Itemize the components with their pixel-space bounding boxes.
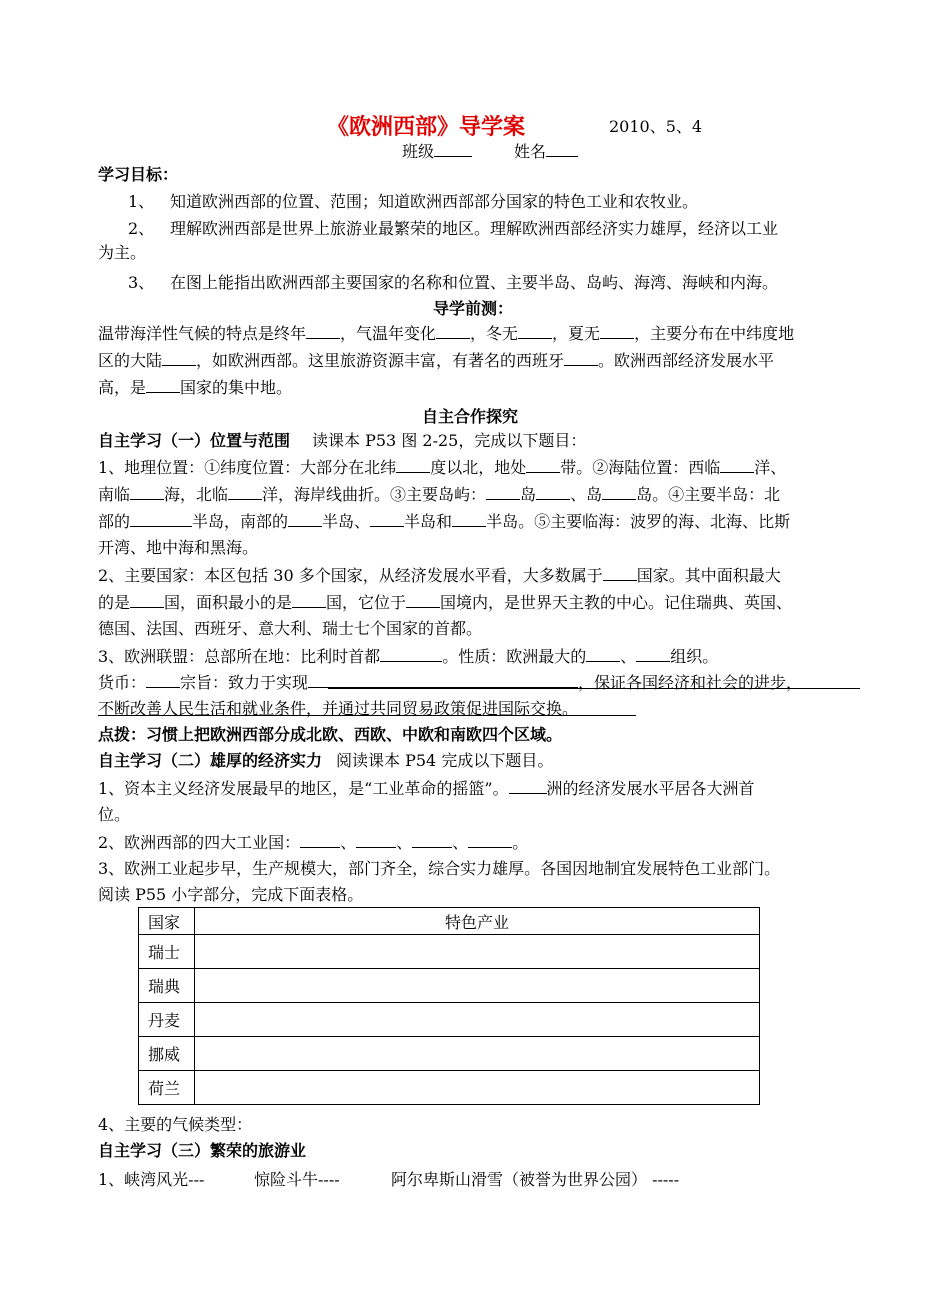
underline xyxy=(98,715,636,716)
tourism-item: 惊险斗牛---- xyxy=(254,1170,340,1189)
pretest-line: 高，是 国家的集中地。 xyxy=(98,378,293,397)
s1-line: 开湾、地中海和黑海。 xyxy=(98,538,259,557)
objective-text: 知道欧洲西部的位置、范围；知道欧洲西部部分国家的特色工业和农牧业。 xyxy=(170,192,699,211)
table-row-country: 挪威 xyxy=(139,1037,195,1071)
table-cell-answer[interactable] xyxy=(195,1003,760,1037)
tourism-item: 阿尔卑斯山滑雪（被誉为世界公园） ----- xyxy=(391,1170,680,1189)
s1-line: 的是 国，面积最小的是 国，它位于 国境内，是世界天主教的中心。记住瑞典、英国、 xyxy=(98,593,793,612)
s2-line: 1、资本主义经济发展最早的地区，是“工业革命的摇篮”。 洲的经济发展水平居各大洲首 xyxy=(98,779,755,798)
table-cell-answer[interactable] xyxy=(195,935,760,969)
objective-text: 理解欧洲西部是世界上旅游业最繁荣的地区。理解欧洲西部经济实力雄厚，经济以工业 xyxy=(170,219,779,238)
objectives-heading: 学习目标： xyxy=(98,165,179,184)
objective-text: 在图上能指出欧洲西部主要国家的名称和位置、主要半岛、岛屿、海湾、海峡和内海。 xyxy=(170,273,779,292)
s1-line: 1、地理位置：①纬度位置：大部分在北纬 度以北，地处 带。②海陆位置：西临 洋、 xyxy=(98,458,787,477)
pretest-line: 区的大陆 ，如欧洲西部。这里旅游资源丰富，有著名的西班牙 。欧洲西部经济发展水平 xyxy=(98,351,775,370)
pretest-heading: 导学前测： xyxy=(433,299,514,318)
table-header: 国家 xyxy=(139,908,195,935)
table-row-country: 荷兰 xyxy=(139,1071,195,1105)
pretest-line: 温带海洋性气候的特点是终年 ，气温年变化 ，冬无 ，夏无 ，主要分布在中纬度地 xyxy=(98,324,795,343)
tip: 点拨：习惯上把欧洲西部分成北欧、西欧、中欧和南欧四个区域。 xyxy=(98,725,563,744)
s1-line: 南临 海，北临 洋，海岸线曲折。③主要岛屿： 岛 、岛 岛。④主要半岛：北 xyxy=(98,485,781,504)
s1-line: 2、主要国家：本区包括 30 多个国家，从经济发展水平看，大多数属于 国家。其中面积最大 xyxy=(98,566,781,585)
objective-num: 3、 xyxy=(128,273,155,292)
s1-line: 部的 半岛，南部的 半岛、 半岛和 半岛。⑤主要临海：波罗的海、北海、比斯 xyxy=(98,512,791,531)
s2-line: 位。 xyxy=(98,805,131,824)
s2-line: 3、欧洲工业起步早，生产规模大，部门齐全，综合实力雄厚。各国因地制宜发展特色工业部门。 xyxy=(98,859,781,878)
table-row-country: 瑞典 xyxy=(139,969,195,1003)
section1-heading: 自主学习（一）位置与范围 读课本 P53 图 2-25，完成以下题目： xyxy=(98,431,587,450)
s1-line: 3、欧洲联盟：总部所在地：比利时首都 。性质：欧洲最大的 、 组织。 xyxy=(98,647,719,666)
objective-num: 1、 xyxy=(128,192,155,211)
table-row-country: 瑞士 xyxy=(139,935,195,969)
industry-table xyxy=(138,907,760,1105)
table-row-country: 丹麦 xyxy=(139,1003,195,1037)
climate-line: 4、主要的气候类型： xyxy=(98,1115,253,1134)
tourism-item: 1、峡湾风光--- xyxy=(98,1170,205,1189)
objective-num: 2、 xyxy=(128,219,155,238)
table-cell-answer[interactable] xyxy=(195,969,760,1003)
s2-line: 2、欧洲西部的四大工业国： 、 、 、 。 xyxy=(98,833,529,852)
s1-line: 不断改善人民生活和就业条件，并通过共同贸易政策促进国际交换。 xyxy=(98,699,579,718)
s2-line: 阅读 P55 小字部分，完成下面表格。 xyxy=(98,885,364,904)
underline xyxy=(328,688,860,689)
explore-heading: 自主合作探究 xyxy=(422,407,519,426)
table-cell-answer[interactable] xyxy=(195,1037,760,1071)
table-cell-answer[interactable] xyxy=(195,1071,760,1105)
s1-line: 德国、法国、西班牙、意大利、瑞士七个国家的首都。 xyxy=(98,619,483,638)
page-title: 《欧洲西部》导学案 xyxy=(327,114,526,140)
section3-heading: 自主学习（三）繁荣的旅游业 xyxy=(98,1141,307,1160)
objective-text-cont: 为主。 xyxy=(98,243,147,262)
section2-heading: 自主学习（二）雄厚的经济实力 阅读课本 P54 完成以下题目。 xyxy=(98,751,554,770)
name-field: 姓名 xyxy=(514,139,578,162)
s1-line: 货币： 宗旨：致力于实现 ，保证各国经济和社会的进步， xyxy=(98,673,803,692)
date: 2010、5、4 xyxy=(609,117,703,136)
table-header: 特色产业 xyxy=(195,908,760,935)
class-field: 班级 xyxy=(402,139,472,162)
